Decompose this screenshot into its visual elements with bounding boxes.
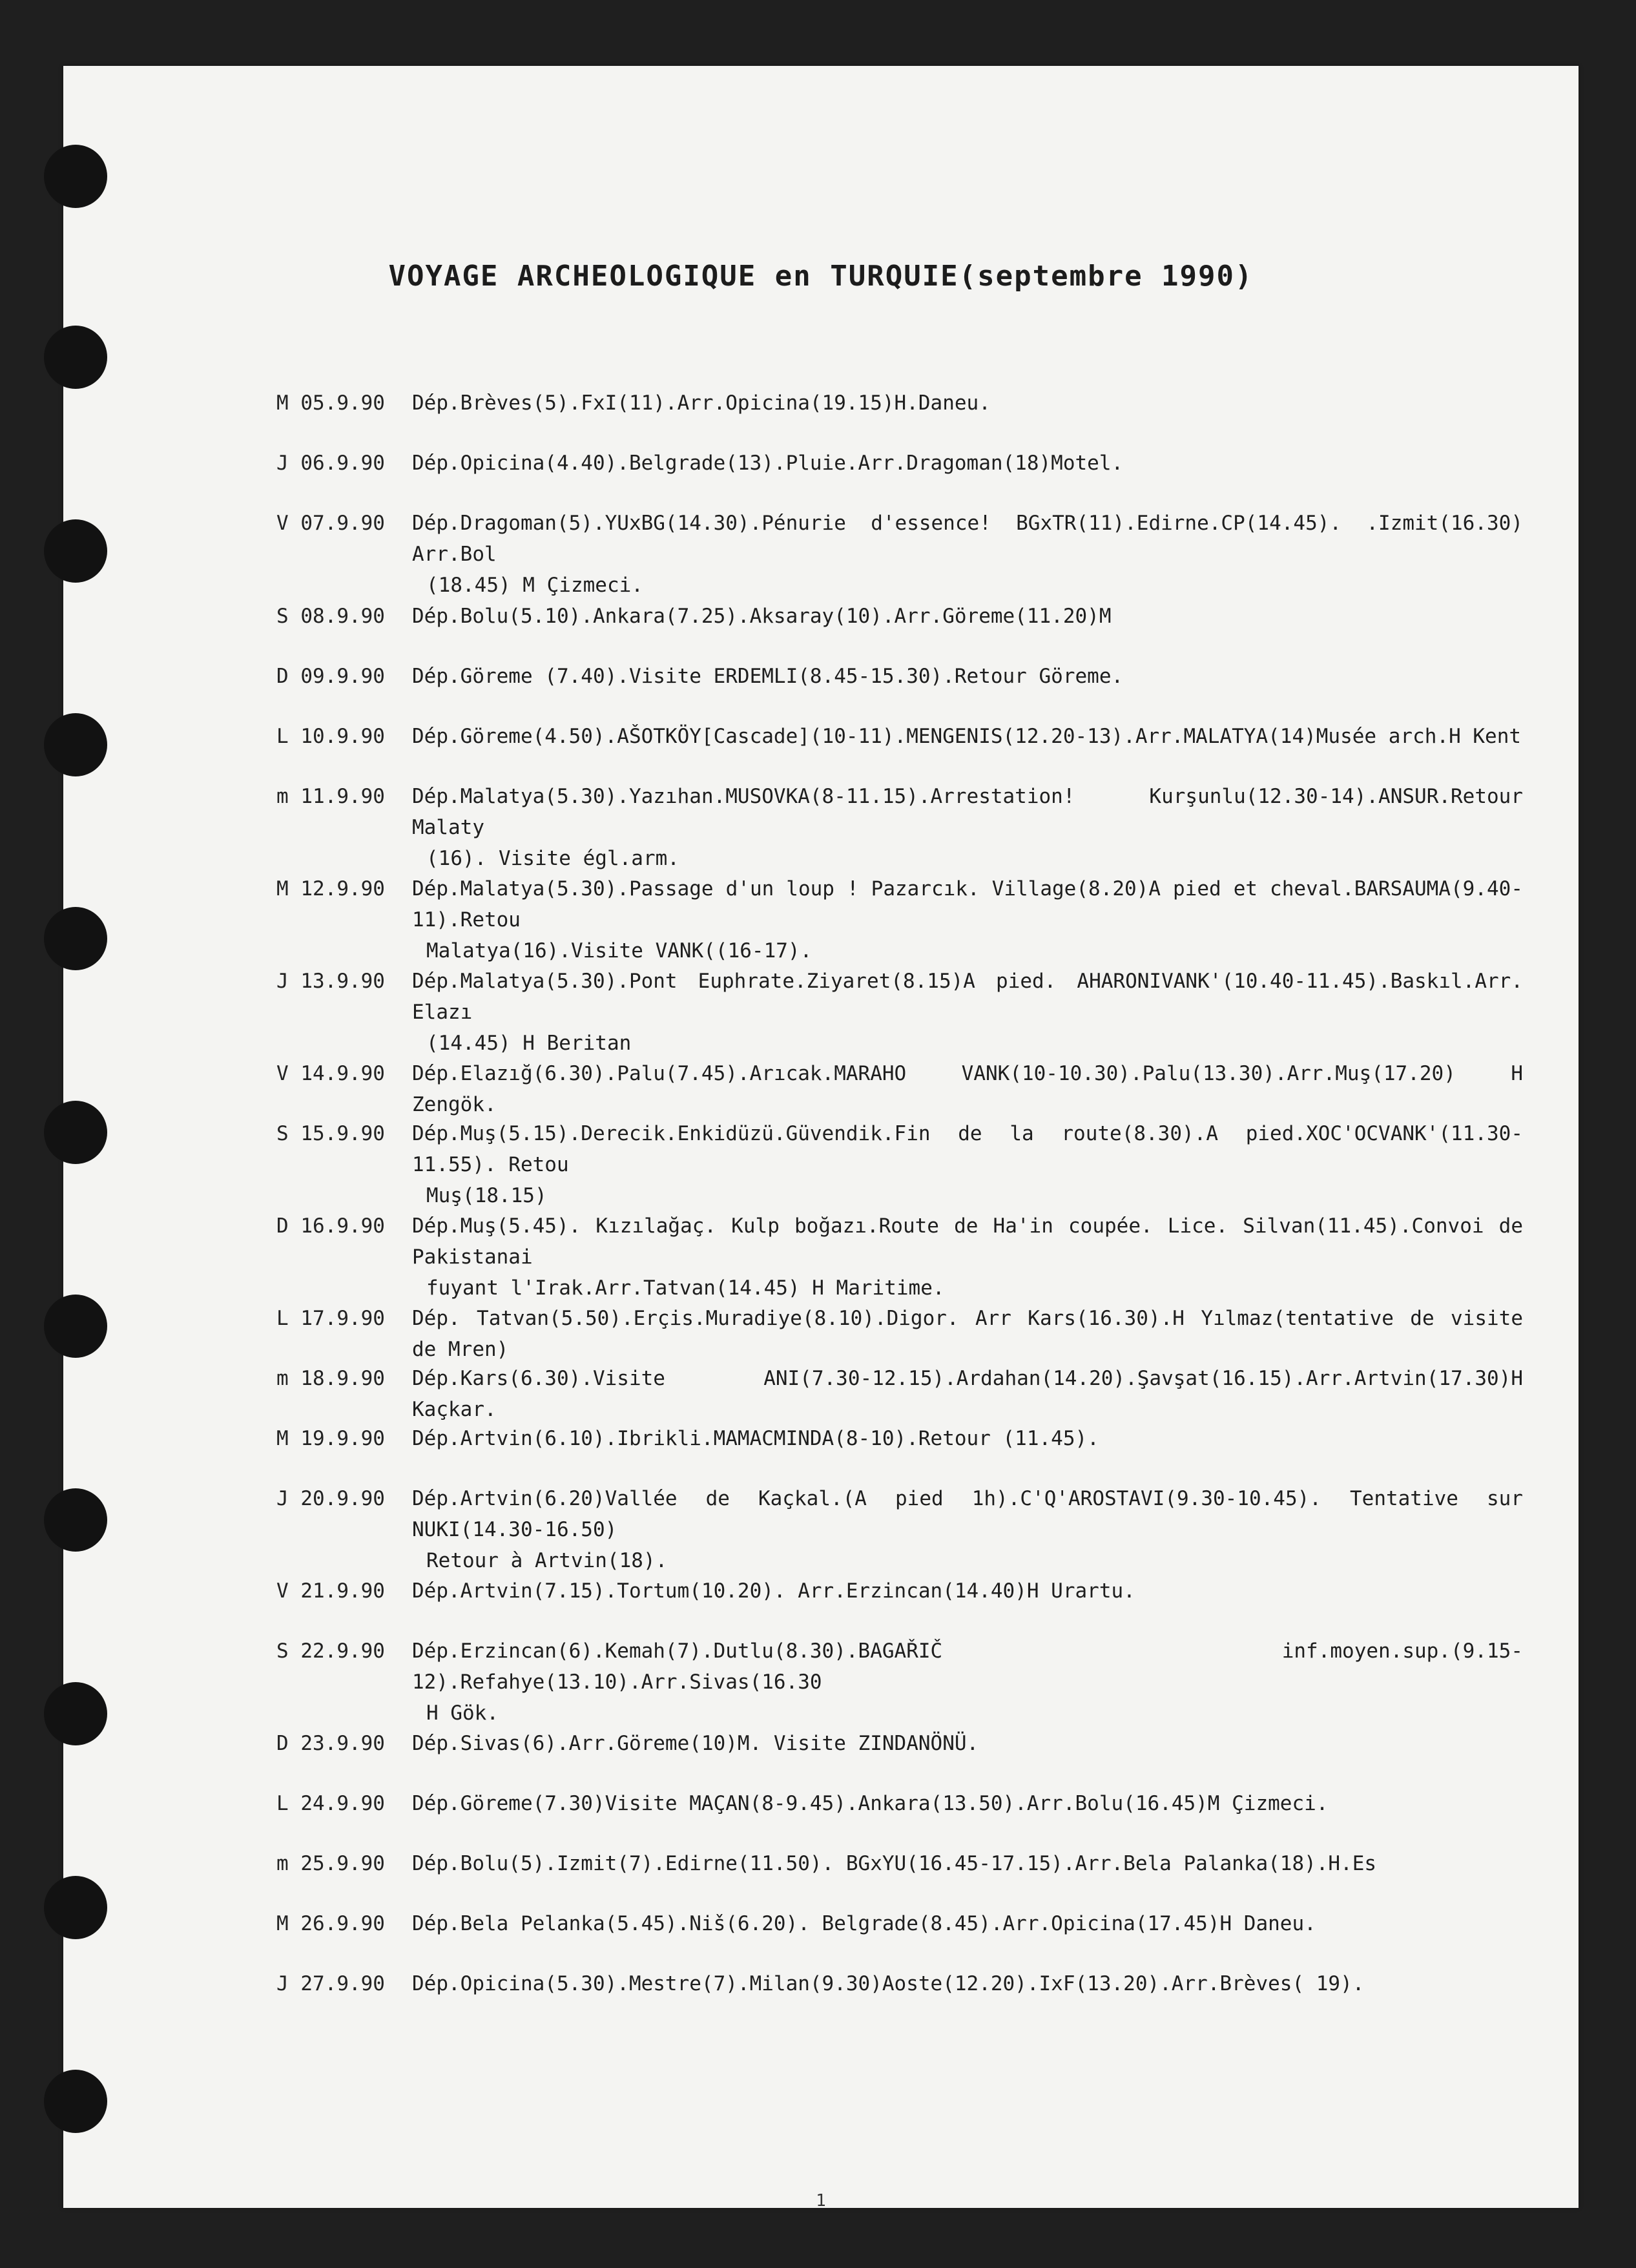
entry-line: Dép.Bela Pelanka(5.45).Niš(6.20). Belgrade(8.45).Arr.Opicina(17.45)H Daneu. xyxy=(412,1912,1316,1935)
punch-hole xyxy=(44,145,107,208)
entry-text xyxy=(412,1848,1523,1879)
entry-date: V 14.9.90 xyxy=(276,1062,385,1085)
entry-date: M 19.9.90 xyxy=(276,1427,385,1450)
entry-line: Dép.Muş(5.15).Derecik.Enkidüzü.Güvendik.Fin de la route(8.30).A pied.XOC'OCVANK'(11.30-11.55). Retou xyxy=(412,1122,1523,1176)
entry-text xyxy=(412,1363,1523,1425)
entry-line: Dép.Göreme (7.40).Visite ERDEMLI(8.45-15.30).Retour Göreme. xyxy=(412,665,1124,688)
entry-line-continued: (18.45) M Çizmeci. xyxy=(426,574,643,597)
entry-date: J 20.9.90 xyxy=(276,1487,385,1510)
entry-text xyxy=(412,873,1523,966)
punch-hole xyxy=(44,326,107,389)
entry-line: Dép.Brèves(5).FxI(11).Arr.Opicina(19.15)H.Daneu. xyxy=(412,391,991,415)
entry-date: S 08.9.90 xyxy=(276,605,385,628)
entry-line: Dép.Malatya(5.30).Yazıhan.MUSOVKA(8-11.15).Arrestation! Kurşunlu(12.30-14).ANSUR.Retour Malaty xyxy=(412,785,1523,839)
entry-line: Dép.Malatya(5.30).Pont Euphrate.Ziyaret(8.15)A pied. AHARONIVANK'(10.40-11.45).Baskıl.Arr. Elazı xyxy=(412,970,1523,1024)
punch-hole xyxy=(44,519,107,583)
entry-date: S 15.9.90 xyxy=(276,1122,385,1145)
entry-line-continued: (14.45) H Beritan xyxy=(426,1032,632,1055)
entry-text xyxy=(412,1788,1523,1819)
entry-date: L 17.9.90 xyxy=(276,1307,385,1330)
entry-text xyxy=(412,721,1523,752)
entry-line: Dép.Bolu(5.10).Ankara(7.25).Aksaray(10).Arr.Göreme(11.20)M xyxy=(412,605,1112,628)
punch-hole xyxy=(44,1295,107,1358)
entry-text xyxy=(412,1211,1523,1304)
entry-line: Dép.Elazığ(6.30).Palu(7.45).Arıcak.MARAHO VANK(10-10.30).Palu(13.30).Arr.Muş(17.20) H Zengök. xyxy=(412,1062,1523,1116)
entry-line: Dép.Opicina(4.40).Belgrade(13).Pluie.Arr.Dragoman(18)Motel. xyxy=(412,452,1124,475)
entry-date: L 10.9.90 xyxy=(276,725,385,748)
entry-text xyxy=(412,1576,1523,1607)
entry-line: Dép.Artvin(6.10).Ibrikli.MAMACMINDA(8-10).Retour (11.45). xyxy=(412,1427,1099,1450)
entry-line-continued: (16). Visite égl.arm. xyxy=(426,847,679,870)
entry-date: m 11.9.90 xyxy=(276,785,385,808)
entry-date: S 22.9.90 xyxy=(276,1639,385,1663)
entry-text xyxy=(412,1908,1523,1939)
entry-text xyxy=(412,1423,1523,1454)
entry-line: Dép.Artvin(6.20)Vallée de Kaçkal.(A pied 1h).C'Q'AROSTAVI(9.30-10.45). Tentative sur NUKI(14.30-16.50) xyxy=(412,1487,1523,1541)
entry-line: Dép.Erzincan(6).Kemah(7).Dutlu(8.30).BAGAŘIČ inf.moyen.sup.(9.15-12).Refahye(13.10).Arr.Sivas(16.30 xyxy=(412,1639,1523,1694)
entry-text xyxy=(412,966,1523,1059)
entry-line: Dép.Bolu(5).Izmit(7).Edirne(11.50). BGxYU(16.45-17.15).Arr.Bela Palanka(18).H.Es xyxy=(412,1852,1377,1875)
entry-text xyxy=(412,448,1523,479)
entry-line-continued: Retour à Artvin(18). xyxy=(426,1549,668,1572)
punch-hole xyxy=(44,1876,107,1939)
entry-date: m 18.9.90 xyxy=(276,1367,385,1390)
entry-text xyxy=(412,1728,1523,1759)
page-title: VOYAGE ARCHEOLOGIQUE en TURQUIE(septembre 1990) xyxy=(388,260,1254,293)
entry-date: V 07.9.90 xyxy=(276,512,385,535)
entry-text xyxy=(412,1968,1523,1999)
entry-text xyxy=(412,601,1523,632)
entry-text xyxy=(412,1118,1523,1211)
entry-date: J 13.9.90 xyxy=(276,970,385,993)
entry-line: Dép.Artvin(7.15).Tortum(10.20). Arr.Erzincan(14.40)H Urartu. xyxy=(412,1579,1135,1603)
entry-text xyxy=(412,781,1523,874)
entry-line: Dép.Malatya(5.30).Passage d'un loup ! Pazarcık. Village(8.20)A pied et cheval.BARSAUMA(9.40-11).Retou xyxy=(412,877,1523,931)
entry-date: D 23.9.90 xyxy=(276,1732,385,1755)
entry-text xyxy=(412,508,1523,601)
entry-line-continued: Malatya(16).Visite VANK((16-17). xyxy=(426,939,813,962)
punch-hole xyxy=(44,713,107,776)
entry-date: m 25.9.90 xyxy=(276,1852,385,1875)
entry-line: Dép.Sivas(6).Arr.Göreme(10)M. Visite ZINDANÖNÜ. xyxy=(412,1732,979,1755)
entry-line: Dép.Dragoman(5).YUxBG(14.30).Pénurie d'essence! BGxTR(11).Edirne.CP(14.45). .Izmit(16.30) Arr.Bol xyxy=(412,512,1523,566)
punch-hole xyxy=(44,1488,107,1552)
entry-line-continued: H Gök. xyxy=(426,1701,499,1725)
entry-line: Dép.Muş(5.45). Kızılağaç. Kulp boğazı.Route de Ha'in coupée. Lice. Silvan(11.45).Convoi de Pakistanai xyxy=(412,1214,1523,1269)
entry-line-continued: fuyant l'Irak.Arr.Tatvan(14.45) H Maritime. xyxy=(426,1276,945,1300)
entry-line: Dép.Kars(6.30).Visite ANI(7.30-12.15).Ardahan(14.20).Şavşat(16.15).Arr.Artvin(17.30)H Kaçkar. xyxy=(412,1367,1523,1421)
entry-text xyxy=(412,1058,1523,1120)
punch-hole xyxy=(44,2070,107,2133)
entry-line: Dép. Tatvan(5.50).Erçis.Muradiye(8.10).Digor. Arr Kars(16.30).H Yılmaz(tentative de visite de Mren) xyxy=(412,1307,1523,1361)
entry-text xyxy=(412,1483,1523,1576)
entry-date: M 26.9.90 xyxy=(276,1912,385,1935)
entry-text xyxy=(412,1636,1523,1729)
document-page xyxy=(63,66,1579,2211)
entry-date: L 24.9.90 xyxy=(276,1792,385,1815)
entry-line-continued: Muş(18.15) xyxy=(426,1184,547,1207)
entry-date: V 21.9.90 xyxy=(276,1579,385,1603)
punch-hole xyxy=(44,1101,107,1164)
page-number: 1 xyxy=(816,2191,826,2211)
entry-line: Dép.Opicina(5.30).Mestre(7).Milan(9.30)Aoste(12.20).IxF(13.20).Arr.Brèves( 19). xyxy=(412,1972,1365,1995)
punch-hole xyxy=(44,907,107,970)
entry-date: D 09.9.90 xyxy=(276,665,385,688)
entry-date: J 27.9.90 xyxy=(276,1972,385,1995)
entry-text xyxy=(412,388,1523,419)
entry-date: M 05.9.90 xyxy=(276,391,385,415)
entry-line: Dép.Göreme(4.50).AŠOTKÖY[Cascade](10-11).MENGENIS(12.20-13).Arr.MALATYA(14)Musée arch.H Kent xyxy=(412,725,1522,748)
entry-date: D 16.9.90 xyxy=(276,1214,385,1238)
punch-hole xyxy=(44,1682,107,1745)
entry-date: J 06.9.90 xyxy=(276,452,385,475)
entry-line: Dép.Göreme(7.30)Visite MAÇAN(8-9.45).Ankara(13.50).Arr.Bolu(16.45)M Çizmeci. xyxy=(412,1792,1329,1815)
entry-text xyxy=(412,661,1523,692)
entry-date: M 12.9.90 xyxy=(276,877,385,900)
entry-text xyxy=(412,1303,1523,1365)
